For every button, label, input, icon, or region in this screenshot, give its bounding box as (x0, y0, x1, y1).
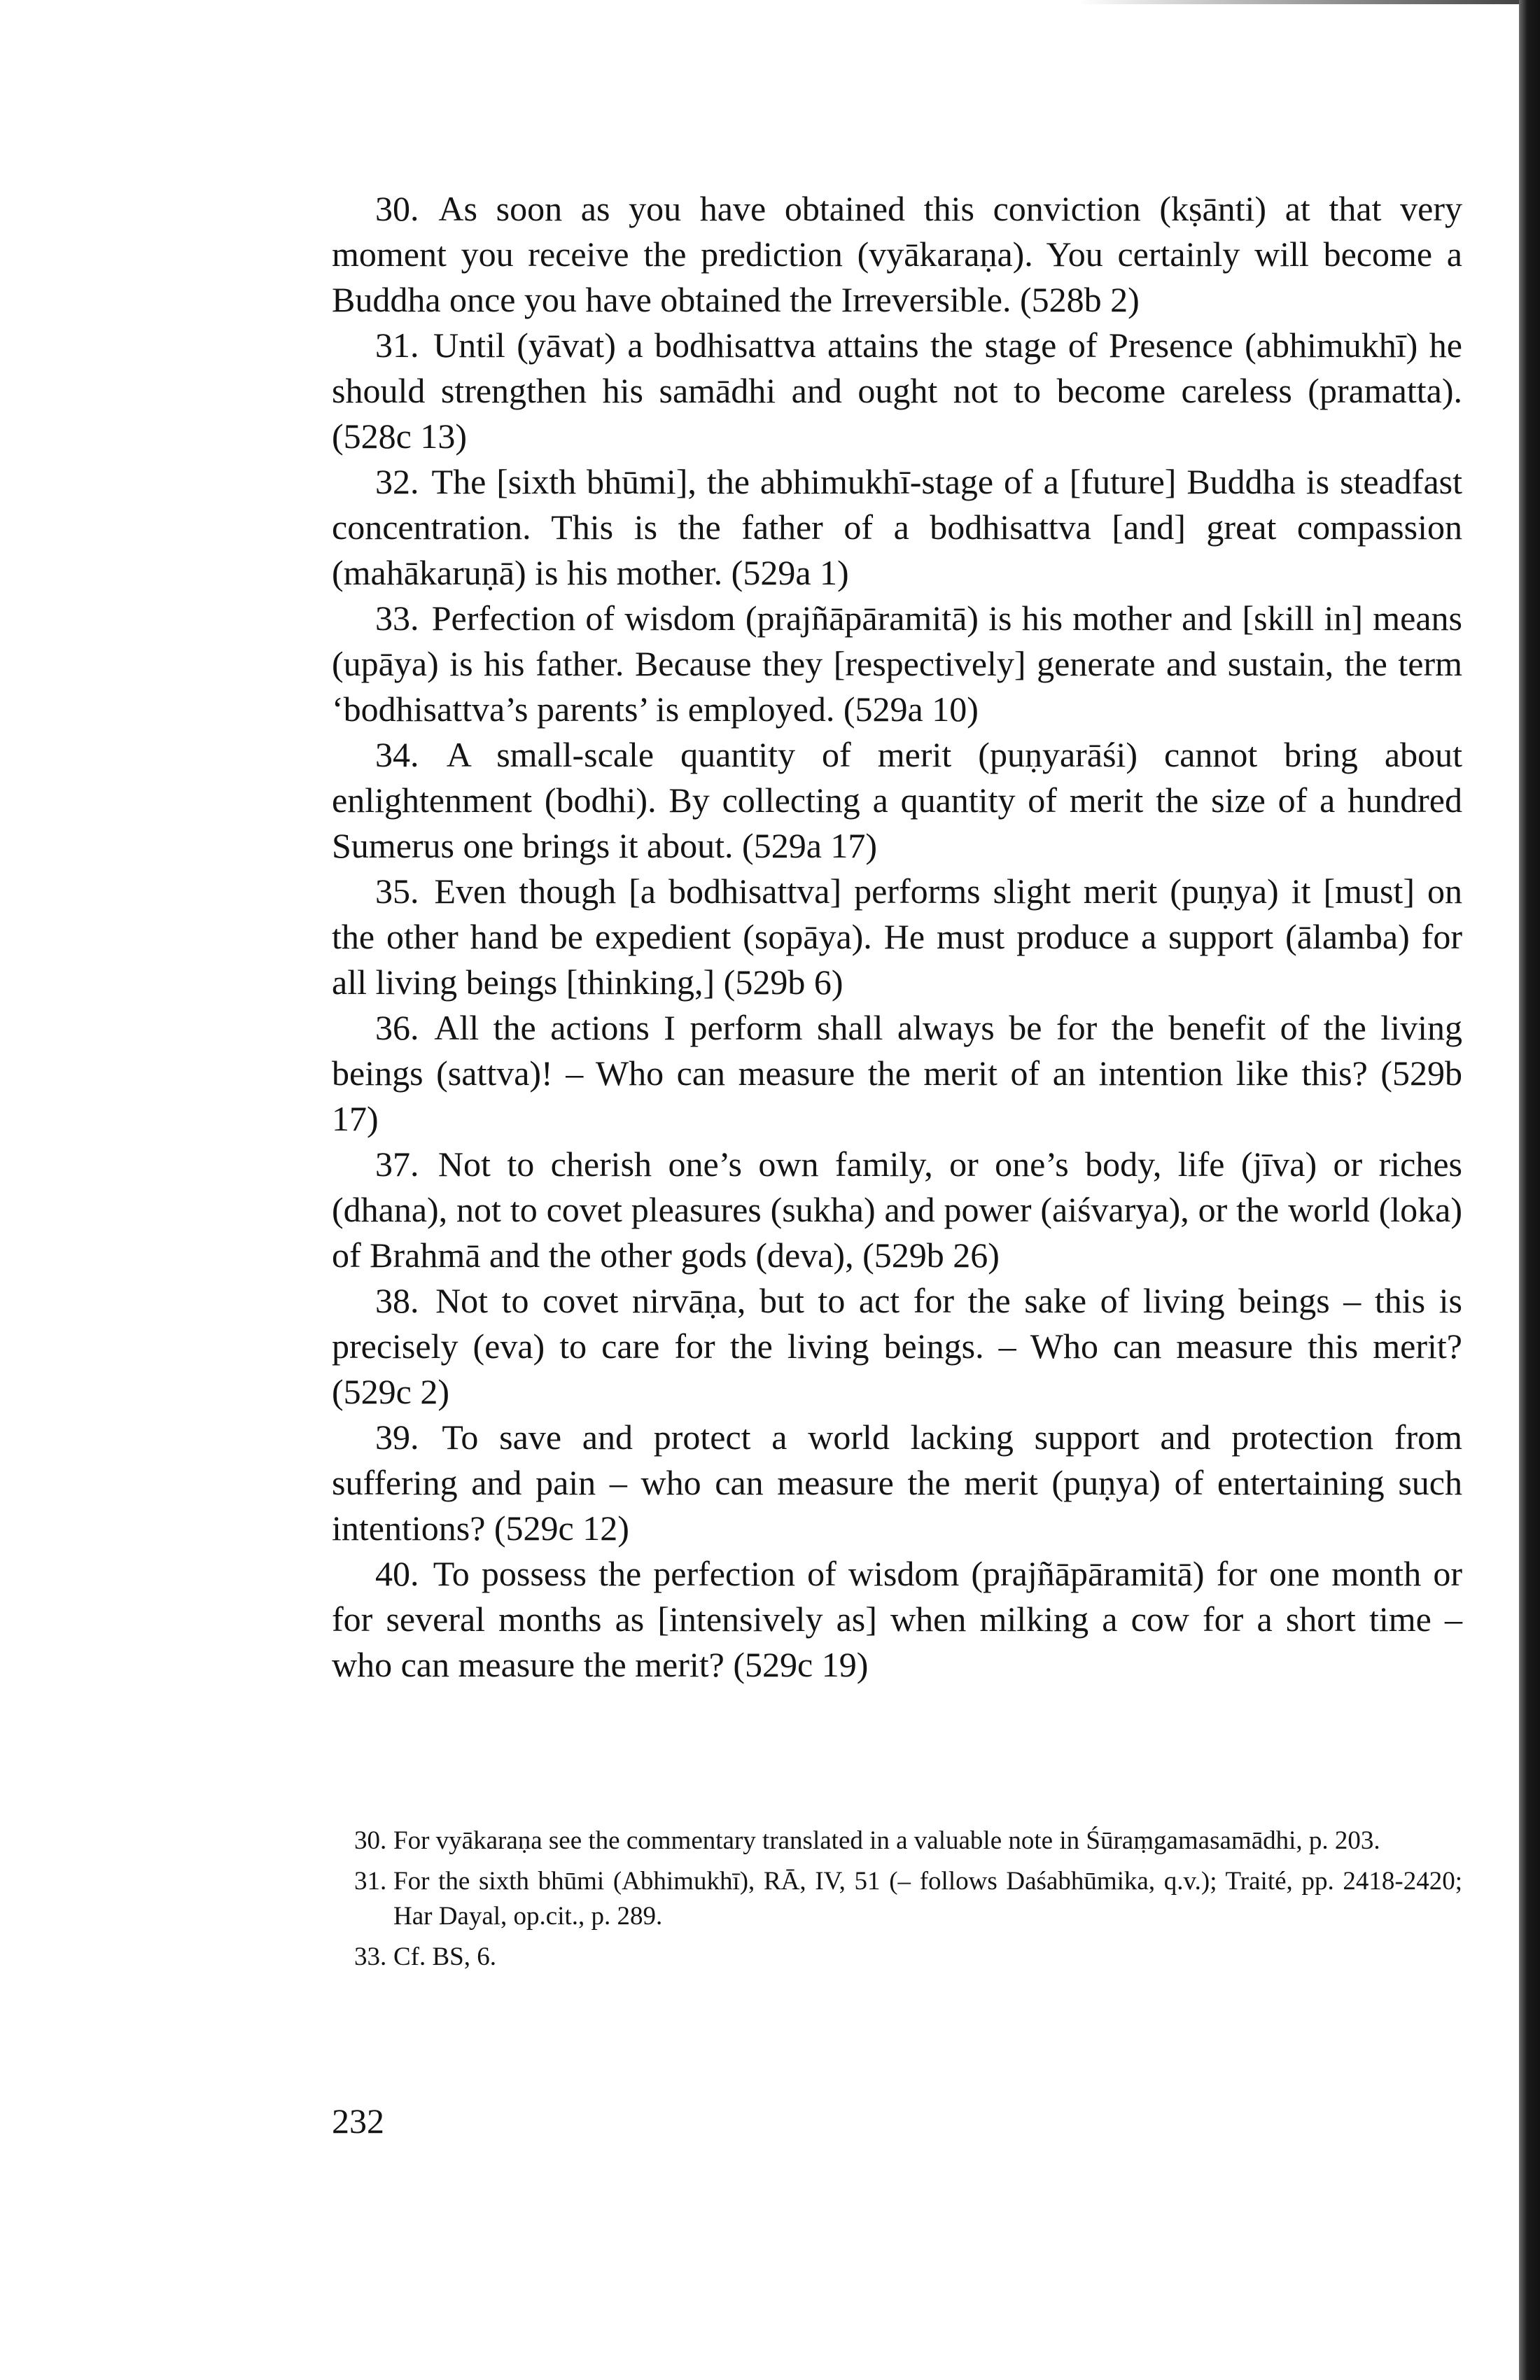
verse-text: As soon as you have obtained this conviction (kṣānti) at that very moment you receive the prediction (vyākaraṇa). You certainly will become a Buddha once you have obtained the Irreversible. (528b 2) (332, 189, 1462, 319)
verse-31 (332, 323, 1462, 459)
verse-text: The [sixth bhūmi], the abhimukhī-stage of a [future] Buddha is steadfast concentration. This is the father of a bodhisattva [and] great compassion (mahākaruṇā) is his mother. (529a 1) (332, 462, 1462, 592)
verse-text: Until (yāvat) a bodhisattva attains the stage of Presence (abhimukhī) he should strengthen his samādhi and ought not to become careless (pramatta). (528c 13) (332, 326, 1463, 456)
verse-text: Perfection of wisdom (prajñāpāramitā) is his mother and [skill in] means (upāya) is his father. Because they [respectively] generate and sustain, the term ‘bodhisattva’s parents’ is employed. (529a 10) (332, 598, 1462, 729)
verse-number: 37. (375, 1144, 419, 1184)
verse-number: 31. (375, 326, 419, 365)
verse-number: 38. (375, 1281, 419, 1320)
verse-32 (332, 459, 1462, 596)
verse-text: A small-scale quantity of merit (puṇyarāśi) cannot bring about enlightenment (bodhi). By collecting a quantity of merit the size of a hundred Sumerus one brings it about. (529a 17) (332, 735, 1463, 865)
footnote-33 (332, 1940, 1462, 1975)
verse-number: 32. (375, 462, 419, 501)
scan-shadow-right (1519, 0, 1540, 2380)
footnote-31 (332, 1864, 1462, 1934)
footnote-text: For vyākaraṇa see the commentary translated in a valuable note in Śūraṃgamasamādhi, p. 203. (393, 1826, 1380, 1855)
footnote-text: Cf. BS, 6. (393, 1942, 497, 1971)
verse-number: 39. (375, 1418, 419, 1457)
verse-text: Not to covet nirvāṇa, but to act for the sake of living beings – this is precisely (eva) to care for the living beings. – Who can measure this merit? (529c 2) (332, 1281, 1463, 1411)
verse-36 (332, 1005, 1462, 1142)
verse-33 (332, 596, 1462, 732)
verse-text: Not to cherish one’s own family, or one’s body, life (jīva) or riches (dhana), not to covet pleasures (sukha) and power (aiśvarya), or the world (loka) of Brahmā and the other gods (deva), (529b 26) (332, 1144, 1462, 1275)
footnotes (332, 1823, 1462, 1980)
verse-38 (332, 1278, 1462, 1415)
footnote-30 (332, 1823, 1462, 1858)
verse-number: 30. (375, 189, 419, 228)
verse-list (332, 186, 1462, 1688)
verse-34 (332, 732, 1462, 869)
verse-number: 35. (375, 872, 419, 911)
verse-35 (332, 869, 1462, 1005)
verse-text: To possess the perfection of wisdom (prajñāpāramitā) for one month or for several months as [intensively as] when milking a cow for a short time – who can measure the merit? (529c 19) (332, 1554, 1462, 1684)
footnote-number: 30. (354, 1826, 387, 1855)
verse-text: Even though [a bodhisattva] performs slight merit (puṇya) it [must] on the other hand be expedient (sopāya). He must produce a support (ālamba) for all living beings [thinking,] (529b 6) (332, 872, 1462, 1002)
verse-number: 36. (375, 1008, 419, 1047)
verse-text: All the actions I perform shall always be for the benefit of the living beings (sattva)! – Who can measure the merit of an intention like this? (529b 17) (332, 1008, 1462, 1138)
footnote-text: For the sixth bhūmi (Abhimukhī), RĀ, IV, 51 (– follows Daśabhūmika, q.v.); Traité, pp. 2418-2420; Har Dayal, op.cit., p. 289. (393, 1867, 1462, 1931)
verse-number: 33. (375, 598, 419, 638)
verse-39 (332, 1415, 1462, 1551)
verse-37 (332, 1142, 1462, 1278)
page-number: 232 (332, 2101, 384, 2141)
verse-40 (332, 1551, 1462, 1688)
verse-30 (332, 186, 1462, 323)
scan-shadow-top (1078, 0, 1540, 4)
footnote-number: 33. (354, 1942, 387, 1971)
verse-text: To save and protect a world lacking support and protection from suffering and pain – who can measure the merit (puṇya) of entertaining such intentions? (529c 12) (332, 1418, 1462, 1548)
footnote-number: 31. (354, 1867, 387, 1896)
verse-number: 34. (375, 735, 419, 774)
verse-number: 40. (375, 1554, 419, 1593)
